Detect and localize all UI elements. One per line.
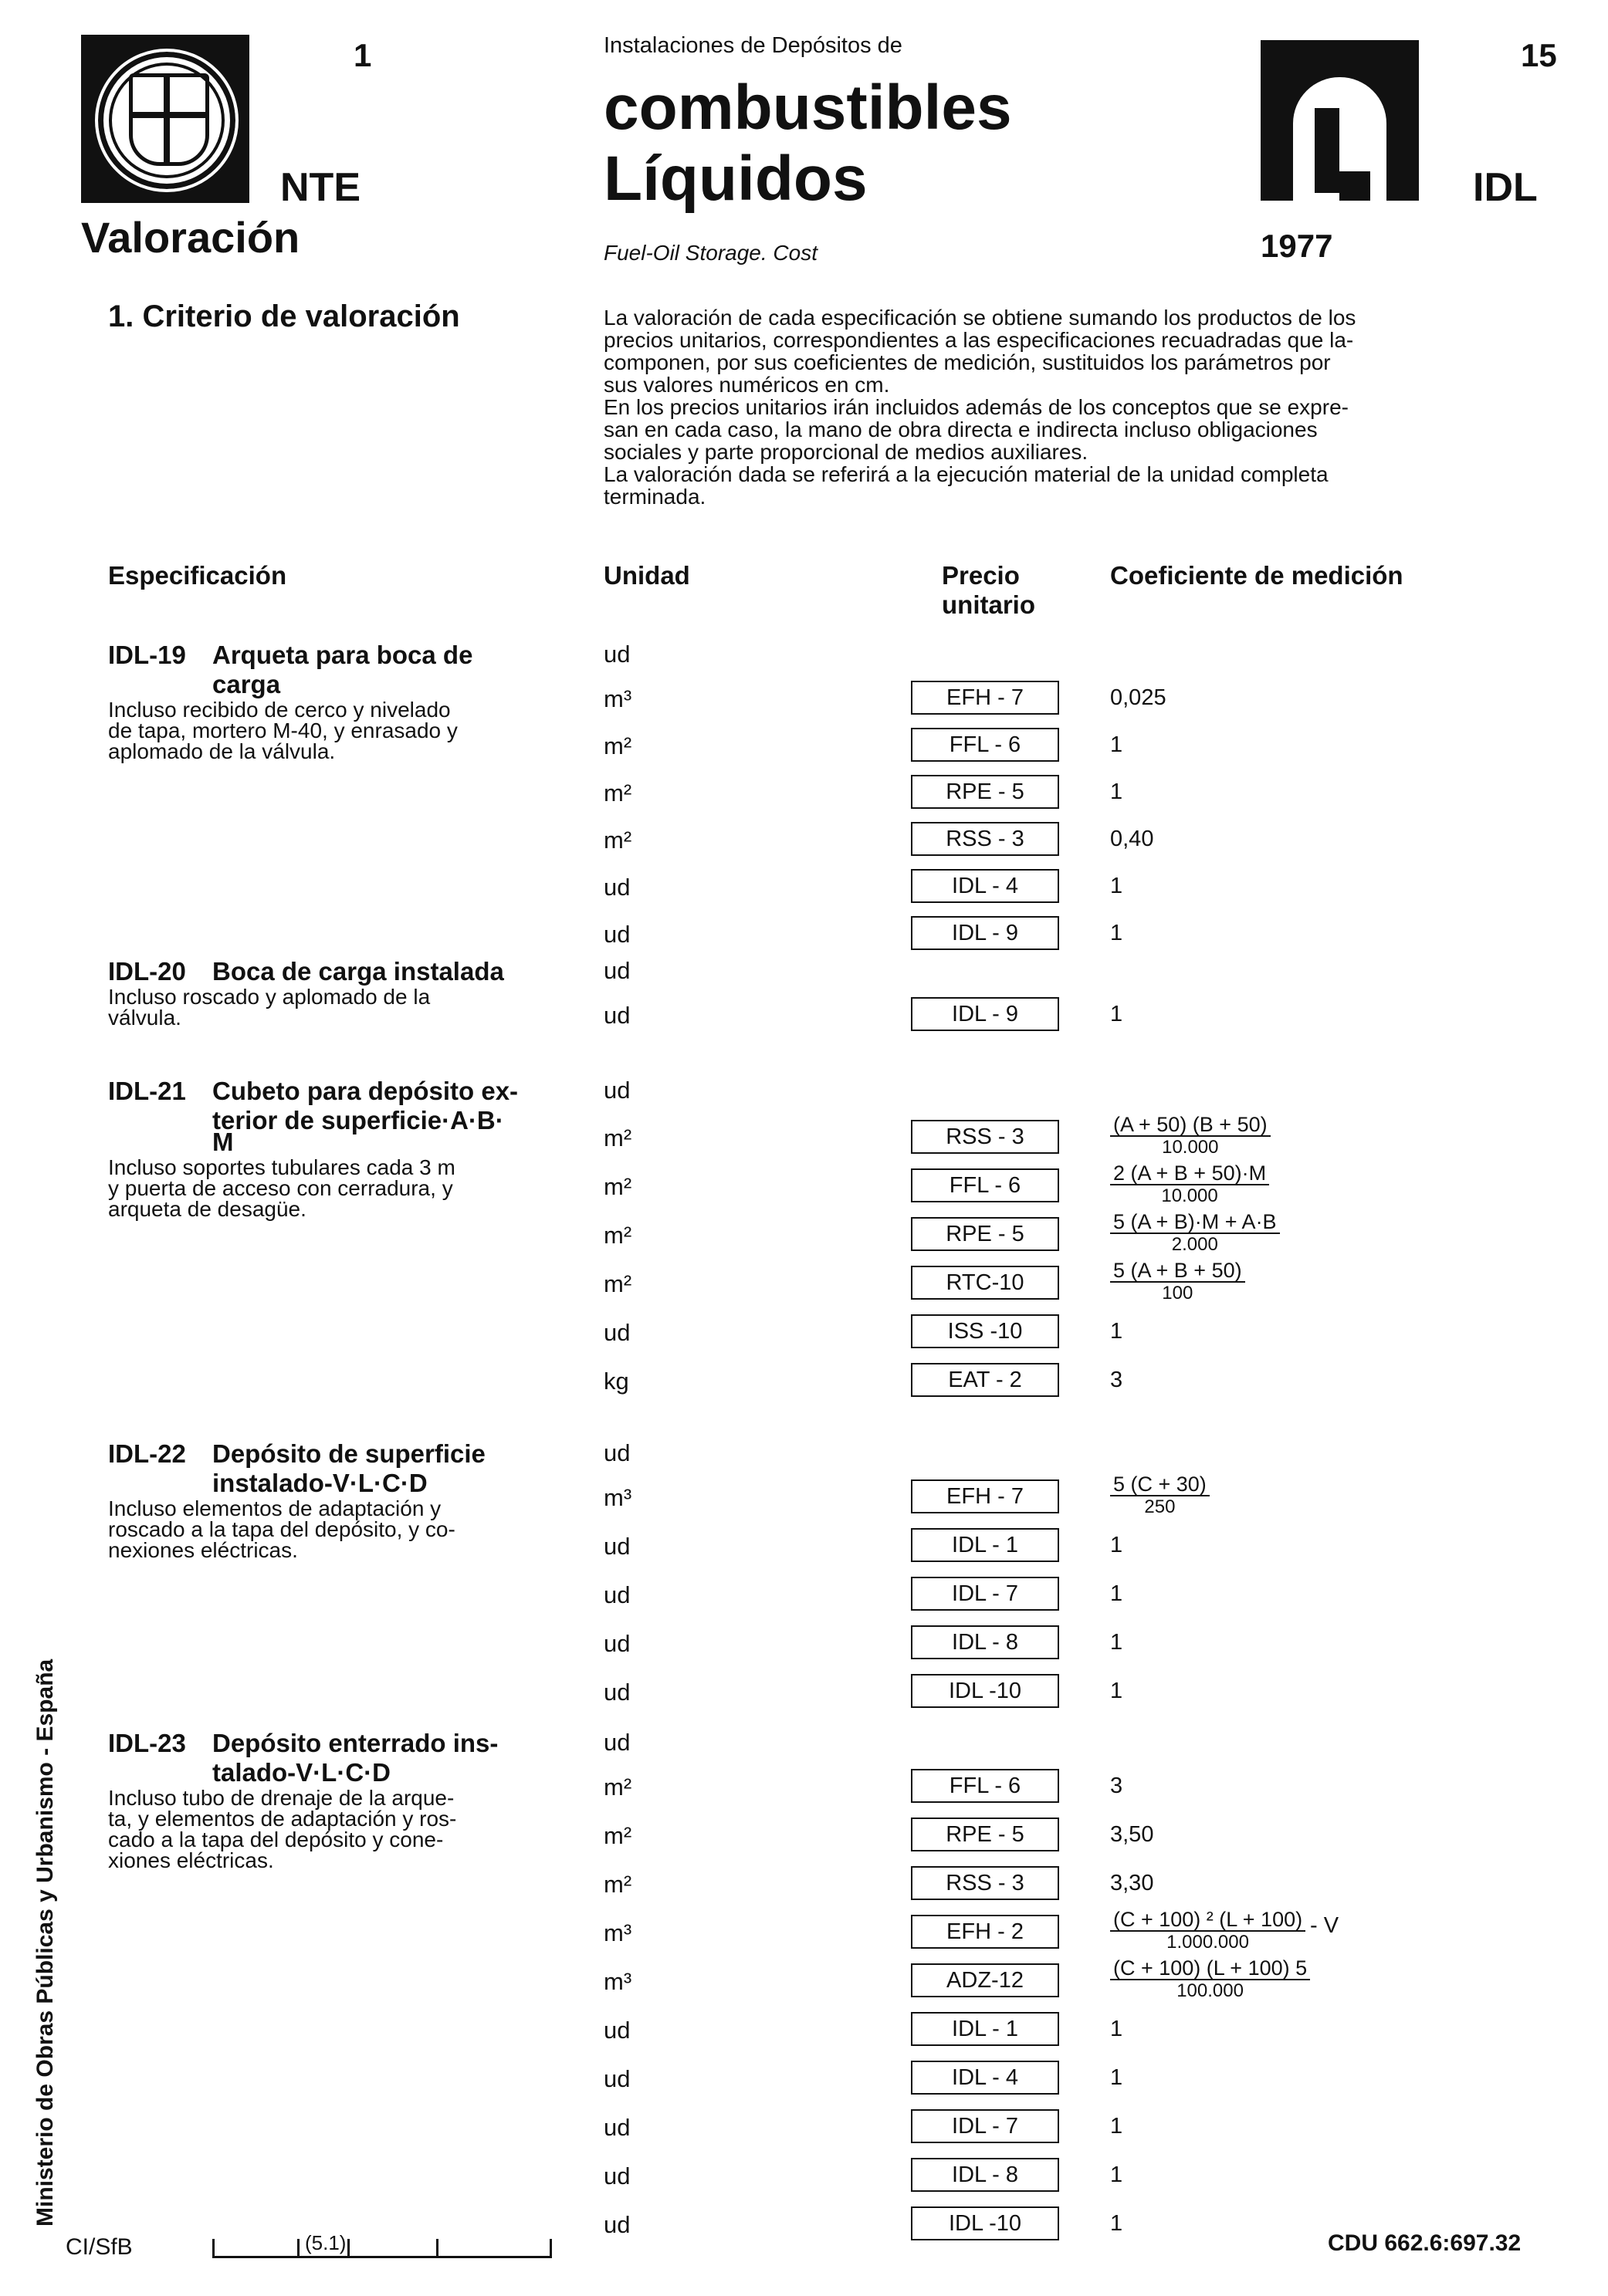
- section-title: Valoración: [81, 213, 300, 262]
- row-unit: ud: [604, 1002, 631, 1029]
- spec-code: IDL-19: [108, 641, 186, 669]
- price-code-box: FFL - 6: [911, 1769, 1059, 1803]
- row-unit: ud: [604, 1630, 631, 1657]
- price-code-box: IDL - 4: [911, 2061, 1059, 2095]
- price-code-box: RTC-10: [911, 1266, 1059, 1300]
- spec-unit: ud: [604, 641, 631, 668]
- price-code-box: IDL - 8: [911, 1625, 1059, 1659]
- logo-pipe: [1315, 108, 1339, 193]
- code-label: IDL: [1473, 165, 1538, 210]
- formula-numerator: (C + 100) ² (L + 100): [1110, 1909, 1305, 1932]
- spec-unit: ud: [604, 957, 631, 984]
- row-coefficient: 1: [1110, 2162, 1123, 2187]
- row-coefficient: 1: [1110, 1002, 1123, 1026]
- title-line1: combustibles: [604, 73, 1012, 143]
- spec-description-line: arqueta de desagüe.: [108, 1197, 306, 1221]
- price-code-box: EFH - 2: [911, 1915, 1059, 1949]
- row-coefficient: 1: [1110, 732, 1123, 757]
- page-number-right: 15: [1521, 37, 1557, 73]
- row-unit: m²: [604, 732, 632, 759]
- price-code-box: IDL - 1: [911, 2012, 1059, 2046]
- row-unit: m²: [604, 827, 632, 854]
- row-coefficient: 1: [1110, 1581, 1123, 1606]
- formula-numerator: (C + 100) (L + 100) 5: [1110, 1957, 1310, 1980]
- formula-denominator: 2.000: [1171, 1234, 1218, 1255]
- formula-numerator: 5 (A + B)·M + A·B: [1110, 1211, 1280, 1234]
- price-code-box: EFH - 7: [911, 681, 1059, 715]
- spec-title-line1: Boca de carga instalada: [212, 957, 504, 986]
- spec-description-line: Incluso soportes tubulares cada 3 m: [108, 1155, 455, 1179]
- page-number-left: 1: [354, 37, 372, 73]
- price-code-box: FFL - 6: [911, 1168, 1059, 1202]
- title-line2: Líquidos: [604, 144, 868, 214]
- row-unit: ud: [604, 1581, 631, 1608]
- year-label: 1977: [1261, 228, 1333, 264]
- row-unit: ud: [604, 2114, 631, 2141]
- spec-description-line: aplomado de la válvula.: [108, 739, 336, 763]
- price-code-box: IDL - 4: [911, 869, 1059, 903]
- price-code-box: RPE - 5: [911, 775, 1059, 809]
- row-unit: m³: [604, 685, 632, 712]
- row-unit: ud: [604, 2065, 631, 2092]
- row-unit: m³: [604, 1484, 632, 1511]
- price-code-box: EFH - 7: [911, 1479, 1059, 1513]
- price-code-box: IDL - 9: [911, 916, 1059, 950]
- price-code-box: RSS - 3: [911, 822, 1059, 856]
- formula-denominator: 10.000: [1161, 1185, 1218, 1206]
- criterio-line: san en cada caso, la mano de obra directa e indirecta incluso obligaciones: [604, 418, 1318, 441]
- row-unit: m³: [604, 1919, 632, 1946]
- spec-title-line2: carga: [212, 670, 281, 698]
- spec-description-line: de tapa, mortero M-40, y enrasado y: [108, 719, 458, 742]
- price-code-box: RSS - 3: [911, 1866, 1059, 1900]
- row-coefficient: 3,50: [1110, 1822, 1154, 1847]
- row-unit: m³: [604, 1968, 632, 1995]
- formula-denominator: 100: [1162, 1283, 1193, 1304]
- row-coefficient-formula: [1110, 1260, 1245, 1304]
- spec-description-line: válvula.: [108, 1006, 181, 1030]
- spec-code: IDL-23: [108, 1729, 186, 1757]
- spec-code: IDL-20: [108, 957, 186, 986]
- price-code-box: IDL - 1: [911, 1528, 1059, 1562]
- formula-numerator: 2 (A + B + 50)·M: [1110, 1162, 1269, 1185]
- col-unit: Unidad: [604, 561, 690, 590]
- price-code-box: FFL - 6: [911, 728, 1059, 762]
- row-coefficient-formula: [1110, 1162, 1269, 1207]
- spec-description-line: xiones eléctricas.: [108, 1848, 274, 1872]
- spec-title-line1: Cubeto para depósito ex-: [212, 1077, 519, 1105]
- criterio-line: componen, por sus coeficientes de medición, sustituidos los parámetros por: [604, 350, 1331, 374]
- formula-suffix: - V: [1310, 1913, 1339, 1938]
- formula-numerator: 5 (C + 30): [1110, 1473, 1210, 1496]
- spec-title-line1: Depósito de superficie: [212, 1439, 486, 1468]
- cisfb-label: CI/SfB: [66, 2234, 133, 2260]
- subtitle-en: Fuel-Oil Storage. Cost: [604, 241, 818, 265]
- spec-description-line: Incluso elementos de adaptación y: [108, 1496, 442, 1520]
- spec-unit: ud: [604, 1077, 631, 1104]
- spec-description-line: Incluso recibido de cerco y nivelado: [108, 698, 451, 722]
- spec-title-line1: Depósito enterrado ins-: [212, 1729, 499, 1757]
- row-coefficient-formula: [1110, 1211, 1280, 1256]
- row-coefficient: 1: [1110, 1533, 1123, 1557]
- row-coefficient: 1: [1110, 779, 1123, 804]
- price-code-box: ISS -10: [911, 1314, 1059, 1348]
- spec-code: IDL-21: [108, 1077, 186, 1105]
- criterio-line: precios unitarios, correspondientes a las especificaciones recuadradas que la-: [604, 328, 1354, 352]
- spec-title-line2: terior de superficie·A·B·: [212, 1106, 504, 1134]
- row-unit: ud: [604, 1319, 631, 1346]
- row-coefficient: 1: [1110, 921, 1123, 945]
- col-spec: Especificación: [108, 561, 287, 590]
- cisfb-code: (5.1): [305, 2231, 347, 2254]
- logo-pipe-base: [1339, 171, 1370, 201]
- cisfb-field: [212, 2231, 552, 2258]
- spec-description-line: ta, y elementos de adaptación y ros-: [108, 1807, 457, 1831]
- criterio-line: sociales y parte proporcional de medios auxiliares.: [604, 440, 1088, 464]
- spec-title-line3: M: [212, 1128, 234, 1156]
- row-unit: m²: [604, 1222, 632, 1249]
- row-coefficient: 1: [1110, 1630, 1123, 1655]
- price-code-box: IDL -10: [911, 1674, 1059, 1708]
- spec-unit: ud: [604, 1729, 631, 1756]
- criterio-line: En los precios unitarios irán incluidos además de los conceptos que se expre-: [604, 395, 1349, 419]
- row-coefficient: 1: [1110, 874, 1123, 898]
- supertitle: Instalaciones de Depósitos de: [604, 33, 902, 58]
- formula-denominator: 250: [1144, 1496, 1176, 1517]
- formula-denominator: 100.000: [1176, 1980, 1244, 2001]
- row-coefficient: 3: [1110, 1368, 1123, 1392]
- cdu-code: CDU 662.6:697.32: [1328, 2230, 1522, 2256]
- spec-description-line: cado a la tapa del depósito y cone-: [108, 1828, 444, 1851]
- ministry-emblem: [81, 35, 249, 203]
- spec-code: IDL-22: [108, 1439, 186, 1468]
- spec-description-line: y puerta de acceso con cerradura, y: [108, 1176, 453, 1200]
- formula-denominator: 10.000: [1162, 1137, 1219, 1158]
- formula-numerator: (A + 50) (B + 50): [1110, 1114, 1271, 1137]
- price-code-box: ADZ-12: [911, 1963, 1059, 1997]
- criterio-line: sus valores numéricos en cm.: [604, 373, 890, 397]
- row-unit: ud: [604, 2017, 631, 2044]
- row-coefficient: 3,30: [1110, 1871, 1154, 1895]
- row-unit: m²: [604, 1173, 632, 1200]
- emblem-shield-icon: [129, 73, 209, 166]
- ministry-vertical-label: Ministerio de Obras Públicas y Urbanismo - España: [32, 1659, 58, 2227]
- row-unit: ud: [604, 1533, 631, 1560]
- spec-unit: ud: [604, 1439, 631, 1466]
- price-code-box: RPE - 5: [911, 1818, 1059, 1851]
- spec-title-line2: instalado-V·L·C·D: [212, 1469, 428, 1497]
- row-unit: m²: [604, 1124, 632, 1151]
- col-coef: Coeficiente de medición: [1110, 561, 1403, 590]
- row-coefficient: 1: [1110, 2065, 1123, 2090]
- row-coefficient-formula: [1110, 1114, 1271, 1158]
- row-unit: ud: [604, 2211, 631, 2238]
- row-unit: ud: [604, 921, 631, 948]
- price-code-box: EAT - 2: [911, 1363, 1059, 1397]
- row-coefficient: 1: [1110, 2211, 1123, 2236]
- formula-numerator: 5 (A + B + 50): [1110, 1260, 1245, 1283]
- idl-logo: [1261, 40, 1419, 201]
- spec-description-line: Incluso tubo de drenaje de la arque-: [108, 1786, 455, 1810]
- price-code-box: RPE - 5: [911, 1217, 1059, 1251]
- price-code-box: IDL - 9: [911, 997, 1059, 1031]
- spec-description-line: roscado a la tapa del depósito, y co-: [108, 1517, 455, 1541]
- price-code-box: IDL - 7: [911, 2109, 1059, 2143]
- row-unit: kg: [604, 1368, 629, 1395]
- row-coefficient: 0,40: [1110, 827, 1154, 851]
- row-coefficient-formula: [1110, 1909, 1305, 1953]
- col-price-2: unitario: [942, 590, 1035, 619]
- price-code-box: RSS - 3: [911, 1120, 1059, 1154]
- row-coefficient: 1: [1110, 2017, 1123, 2041]
- row-unit: m²: [604, 1822, 632, 1849]
- row-unit: m²: [604, 1270, 632, 1297]
- spec-description-line: nexiones eléctricas.: [108, 1538, 298, 1562]
- row-coefficient: 0,025: [1110, 685, 1166, 710]
- price-code-box: IDL - 7: [911, 1577, 1059, 1611]
- row-unit: ud: [604, 1679, 631, 1706]
- price-code-box: IDL -10: [911, 2206, 1059, 2240]
- row-coefficient: 1: [1110, 1679, 1123, 1703]
- row-unit: m²: [604, 1871, 632, 1898]
- row-coefficient: 1: [1110, 1319, 1123, 1344]
- row-unit: ud: [604, 2162, 631, 2189]
- row-coefficient-formula: [1110, 1473, 1210, 1518]
- criterio-line: La valoración de cada especificación se obtiene sumando los productos de los: [604, 306, 1356, 330]
- criterio-heading: 1. Criterio de valoración: [108, 299, 460, 333]
- price-code-box: IDL - 8: [911, 2158, 1059, 2192]
- spec-title-line1: Arqueta para boca de: [212, 641, 473, 669]
- spec-title-line2: talado-V·L·C·D: [212, 1758, 391, 1787]
- col-price-1: Precio: [942, 561, 1020, 590]
- spec-description-line: Incluso roscado y aplomado de la: [108, 985, 431, 1009]
- row-unit: m²: [604, 1774, 632, 1801]
- row-unit: m²: [604, 779, 632, 806]
- criterio-line: terminada.: [604, 485, 706, 509]
- criterio-line: La valoración dada se referirá a la ejecución material de la unidad completa: [604, 462, 1329, 486]
- row-coefficient: 3: [1110, 1774, 1123, 1798]
- formula-denominator: 1.000.000: [1166, 1932, 1249, 1953]
- row-unit: ud: [604, 874, 631, 901]
- nte-label: NTE: [280, 165, 361, 210]
- row-coefficient: 1: [1110, 2114, 1123, 2139]
- row-coefficient-formula: [1110, 1957, 1310, 2002]
